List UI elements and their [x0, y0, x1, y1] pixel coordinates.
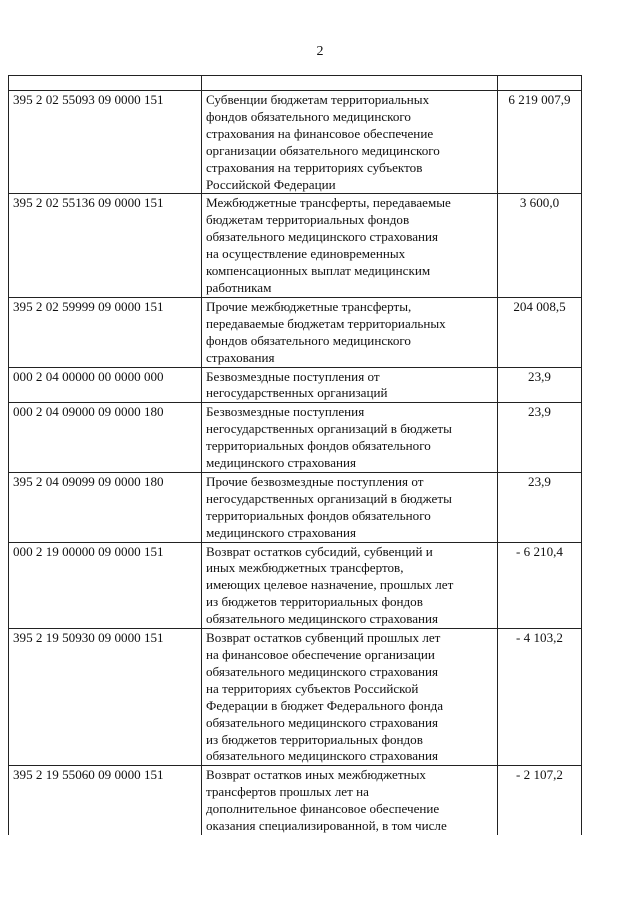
- amount-cell: - 6 210,4: [498, 542, 582, 629]
- description-cell: [202, 91, 498, 194]
- description-line: бюджетам территориальных фондов: [206, 212, 410, 228]
- description-cell: [202, 367, 498, 403]
- description-line: компенсационных выплат медицинским: [206, 263, 431, 279]
- amount-cell: - 2 107,2: [498, 766, 582, 835]
- description-cell: [202, 766, 498, 835]
- budget-code-cell: 395 2 04 09099 09 0000 180: [9, 472, 202, 542]
- description-line: Прочие межбюджетные трансферты,: [206, 298, 412, 314]
- description-line: организации обязательного медицинского: [206, 142, 440, 158]
- budget-code-cell: 000 2 04 09000 09 0000 180: [9, 403, 202, 473]
- table-row: [9, 403, 582, 473]
- page-number: 2: [316, 44, 324, 59]
- description-cell: [202, 297, 498, 367]
- budget-code-cell: 000 2 19 00000 09 0000 151: [9, 542, 202, 629]
- description-line: из бюджетов территориальных фондов: [206, 731, 423, 747]
- description-line: страхования на территориях субъектов: [206, 159, 423, 175]
- table-row: [9, 766, 582, 835]
- description-line: страхования на финансовое обеспечение: [206, 125, 434, 141]
- amount-cell: 23,9: [498, 367, 582, 403]
- description-line: Безвозмездные поступления: [206, 404, 365, 420]
- description-cell: [202, 472, 498, 542]
- table-row: [9, 297, 582, 367]
- table-row: [9, 629, 582, 766]
- amount-cell: 3 600,0: [498, 194, 582, 297]
- description-line: медицинского страхования: [206, 524, 357, 540]
- budget-code-cell: 000 2 04 00000 00 0000 000: [9, 367, 202, 403]
- budget-revenue-table: [8, 75, 582, 835]
- description-line: обязательного медицинского страхования: [206, 714, 439, 730]
- budget-code-cell: 395 2 19 50930 09 0000 151: [9, 629, 202, 766]
- description-line: на осуществление единовременных: [206, 246, 406, 262]
- description-cell: [202, 194, 498, 297]
- table-row: [9, 367, 582, 403]
- description-line: Российской Федерации: [206, 176, 336, 192]
- description-line: работникам: [206, 279, 272, 295]
- description-cell: [202, 542, 498, 629]
- description-line: обязательного медицинского страхования: [206, 611, 439, 627]
- description-line: Федерации в бюджет Федерального фонда: [206, 697, 444, 713]
- budget-code-cell: 395 2 02 55093 09 0000 151: [9, 91, 202, 194]
- description-line: негосударственных организаций в бюджеты: [206, 490, 452, 506]
- description-line: на территориях субъектов Российской: [206, 680, 419, 696]
- description-line: Субвенции бюджетам территориальных: [206, 92, 430, 107]
- amount-cell: 23,9: [498, 403, 582, 473]
- header-cell-description: [202, 76, 498, 91]
- description-line: обязательного медицинского страхования: [206, 229, 439, 245]
- description-line: передаваемые бюджетам территориальных: [206, 315, 446, 331]
- description-cell: [202, 629, 498, 766]
- header-cell-amount: [498, 76, 582, 91]
- description-line: Возврат остатков субвенций прошлых лет: [206, 630, 441, 646]
- description-line: территориальных фондов обязательного: [206, 507, 431, 523]
- description-line: Возврат остатков субсидий, субвенций и: [206, 543, 433, 559]
- budget-code-cell: 395 2 02 59999 09 0000 151: [9, 297, 202, 367]
- description-line: обязательного медицинского страхования: [206, 663, 439, 679]
- description-line: Межбюджетные трансферты, передаваемые: [206, 195, 451, 211]
- description-line: фондов обязательного медицинского: [206, 108, 411, 124]
- amount-cell: 23,9: [498, 472, 582, 542]
- description-line: Безвозмездные поступления от: [206, 368, 380, 384]
- amount-cell: 6 219 007,9: [498, 91, 582, 194]
- table-body: [9, 76, 582, 835]
- description-cell: [202, 403, 498, 473]
- description-line: из бюджетов территориальных фондов: [206, 594, 423, 610]
- table-row: [9, 91, 582, 194]
- description-line: негосударственных организаций: [206, 385, 388, 401]
- description-line: обязательного медицинского страхования: [206, 748, 439, 764]
- description-line: медицинского страхования: [206, 455, 357, 471]
- description-line: Возврат остатков иных межбюджетных: [206, 767, 426, 783]
- description-line: страхования: [206, 349, 275, 365]
- description-line: территориальных фондов обязательного: [206, 438, 431, 454]
- table-row: [9, 542, 582, 629]
- description-line: Прочие безвозмездные поступления от: [206, 473, 424, 489]
- description-line: иных межбюджетных трансфертов,: [206, 560, 404, 576]
- description-line: на финансовое обеспечение организации: [206, 647, 435, 662]
- table-header-row: [9, 76, 582, 91]
- description-line: оказания специализированной, в том числе: [206, 818, 447, 834]
- description-line: негосударственных организаций в бюджеты: [206, 421, 452, 437]
- header-cell-code: [9, 76, 202, 91]
- budget-code-cell: 395 2 19 55060 09 0000 151: [9, 766, 202, 835]
- description-line: дополнительное финансовое обеспечение: [206, 801, 440, 817]
- table-row: [9, 194, 582, 297]
- description-line: трансфертов прошлых лет на: [206, 784, 369, 800]
- budget-code-cell: 395 2 02 55136 09 0000 151: [9, 194, 202, 297]
- description-line: имеющих целевое назначение, прошлых лет: [206, 577, 454, 593]
- amount-cell: 204 008,5: [498, 297, 582, 367]
- amount-cell: - 4 103,2: [498, 629, 582, 766]
- description-line: фондов обязательного медицинского: [206, 332, 411, 348]
- table-row: [9, 472, 582, 542]
